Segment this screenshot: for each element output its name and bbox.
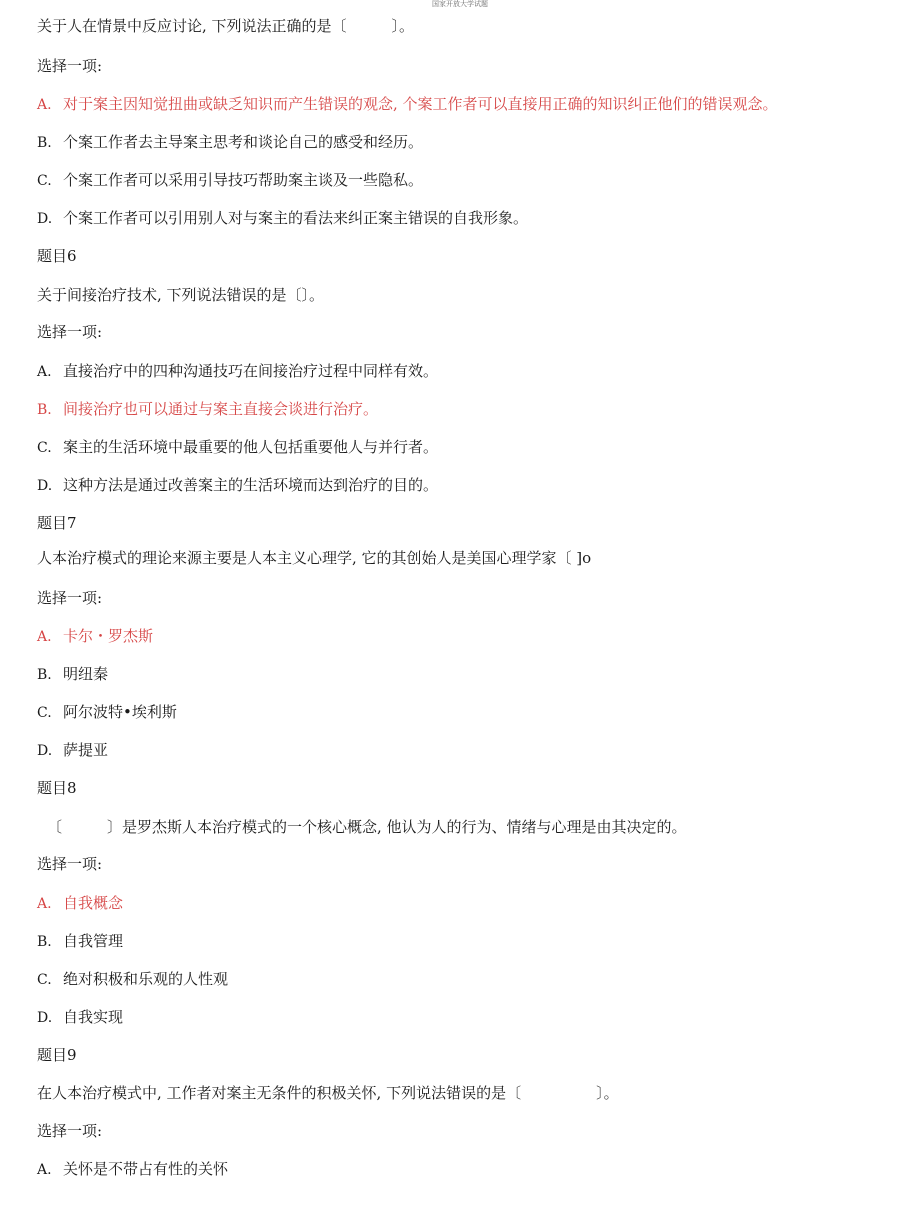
option-letter: B.: [37, 934, 52, 950]
option-text: 自我管理: [63, 932, 124, 950]
option-text: 个案工作者可以采用引导技巧帮助案主谈及一些隐私。: [63, 171, 424, 189]
q6-option-c[interactable]: [37, 437, 438, 458]
question-9-title: 题目9: [37, 1046, 77, 1064]
question-7-text: 人本治疗模式的理论来源主要是人本主义心理学, 它的其创始人是美国心理学家〔 ]o: [37, 549, 592, 567]
option-letter: D.: [37, 211, 53, 227]
q6-option-a[interactable]: [37, 361, 438, 382]
option-text: 明纽秦: [63, 665, 109, 683]
q5-option-b[interactable]: [37, 132, 423, 153]
option-text: 直接治疗中的四种沟通技巧在间接治疗过程中同样有效。: [63, 362, 439, 380]
q5-option-d[interactable]: [37, 208, 528, 229]
option-letter: B.: [37, 402, 52, 418]
option-letter: A.: [37, 896, 52, 912]
option-letter: D.: [37, 1010, 53, 1026]
option-letter: A.: [37, 97, 52, 113]
option-text: 自我实现: [63, 1008, 124, 1026]
option-letter: D.: [37, 743, 53, 759]
option-letter: C.: [37, 972, 52, 988]
option-letter: C.: [37, 173, 52, 189]
option-text: 个案工作者去主导案主思考和谈论自己的感受和经历。: [63, 133, 424, 151]
page-header: 国家开放大学试题: [432, 0, 488, 8]
q8-option-b[interactable]: [37, 931, 123, 952]
option-text: 个案工作者可以引用别人对与案主的看法来纠正案主错误的自我形象。: [63, 209, 529, 227]
q6-option-d[interactable]: [37, 475, 438, 496]
q7-option-c[interactable]: [37, 702, 177, 723]
option-text: 阿尔波特•埃利斯: [63, 703, 177, 721]
option-letter: D.: [37, 478, 53, 494]
option-text: 萨提亚: [63, 741, 109, 759]
q8-option-d[interactable]: [37, 1007, 123, 1028]
option-letter: A.: [37, 364, 52, 380]
option-text: 关怀是不带占有性的关怀: [63, 1160, 229, 1178]
option-letter: C.: [37, 705, 52, 721]
question-8-text: 〔 〕是罗杰斯人本治疗模式的一个核心概念, 他认为人的行为、情绪与心理是由其决定的。: [47, 818, 687, 836]
option-letter: B.: [37, 135, 52, 151]
question-9-text: 在人本治疗模式中, 工作者对案主无条件的积极关怀, 下列说法错误的是〔 〕。: [37, 1084, 619, 1102]
q5-option-c[interactable]: [37, 170, 423, 191]
question-9-prompt: 选择一项:: [37, 1122, 103, 1140]
q8-option-c[interactable]: [37, 969, 228, 990]
option-letter: A.: [37, 629, 52, 645]
option-text: 对于案主因知觉扭曲或缺乏知识而产生错误的观念, 个案工作者可以直接用正确的知识纠正他们的错误观念。: [63, 95, 778, 113]
question-6-prompt: 选择一项:: [37, 323, 103, 341]
q7-option-b[interactable]: [37, 664, 108, 685]
q5-option-a[interactable]: [37, 94, 778, 115]
option-text: 间接治疗也可以通过与案主直接会谈进行治疗。: [63, 400, 379, 418]
option-text: 案主的生活环境中最重要的他人包括重要他人与并行者。: [63, 438, 439, 456]
question-7-prompt: 选择一项:: [37, 589, 103, 607]
option-text: 这种方法是通过改善案主的生活环境而达到治疗的目的。: [63, 476, 439, 494]
option-letter: B.: [37, 667, 52, 683]
q7-option-d[interactable]: [37, 740, 108, 761]
question-5-text: 关于人在情景中反应讨论, 下列说法正确的是〔 〕。: [37, 17, 415, 35]
question-7-title: 题目7: [37, 514, 77, 532]
q7-option-a[interactable]: [37, 626, 153, 647]
option-text: 自我概念: [63, 894, 124, 912]
q6-option-b[interactable]: [37, 399, 378, 420]
q9-option-a[interactable]: [37, 1159, 228, 1180]
question-6-text: 关于间接治疗技术, 下列说法错误的是〔〕。: [37, 286, 325, 304]
question-5-prompt: 选择一项:: [37, 57, 103, 75]
option-letter: C.: [37, 440, 52, 456]
question-6-title: 题目6: [37, 247, 77, 265]
question-8-title: 题目8: [37, 779, 77, 797]
option-text: 绝对积极和乐观的人性观: [63, 970, 229, 988]
question-8-prompt: 选择一项:: [37, 855, 103, 873]
option-letter: A.: [37, 1162, 52, 1178]
q8-option-a[interactable]: [37, 893, 123, 914]
option-text: 卡尔・罗杰斯: [63, 627, 154, 645]
